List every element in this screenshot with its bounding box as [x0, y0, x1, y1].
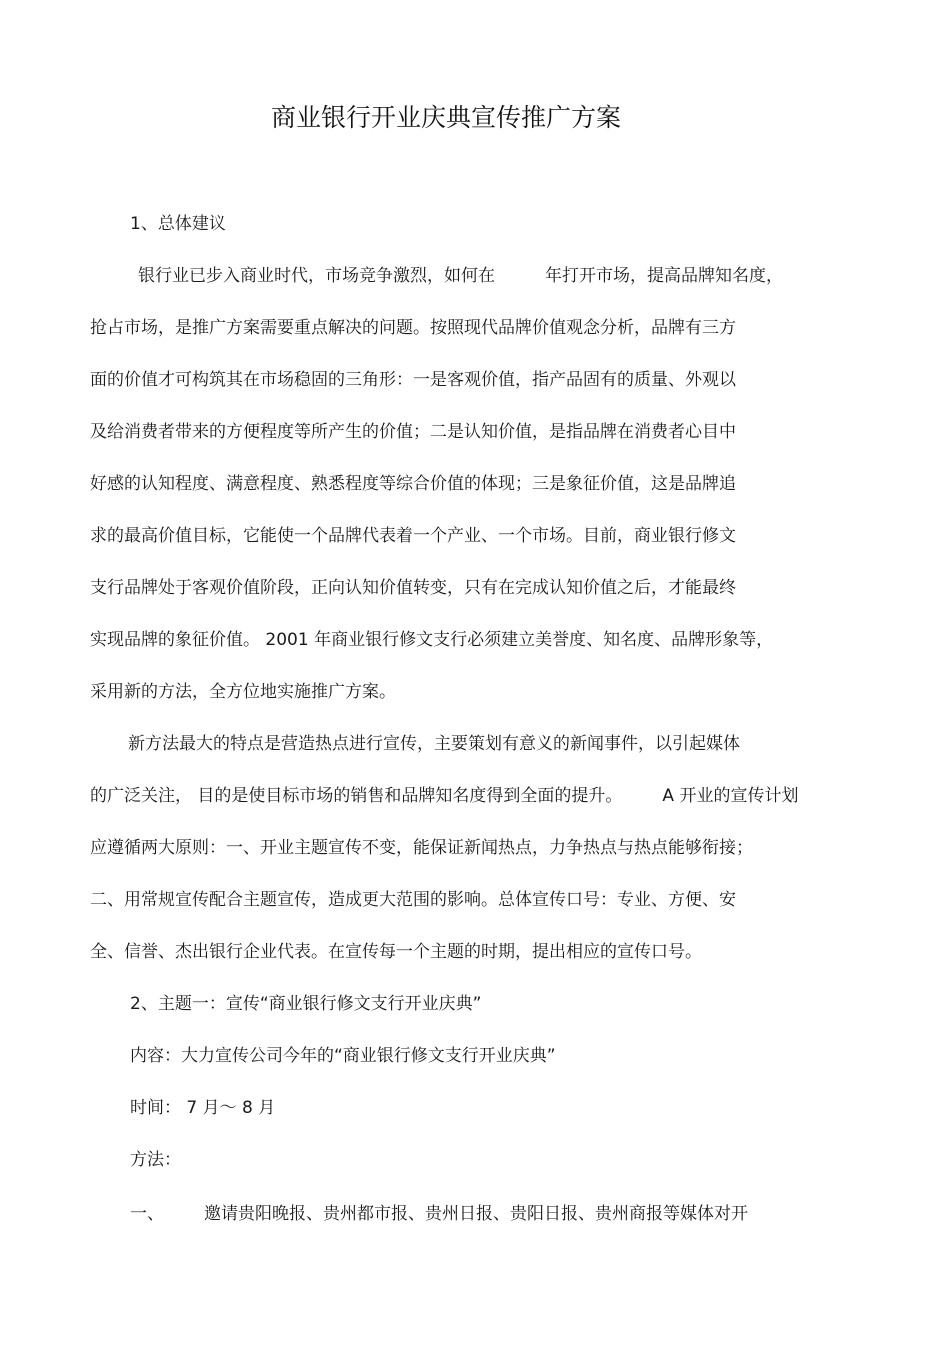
time-line: 时间： 7 月～ 8 月 — [130, 1098, 276, 1118]
list-item-number: 一、 — [130, 1204, 164, 1224]
paragraph-line: 的广泛关注， 目的是使目标市场的销售和品牌知名度得到全面的提升。 A 开业的宣传计划 — [90, 786, 799, 806]
section-1-heading: 1、总体建议 — [130, 214, 226, 234]
method-line: 方法： — [130, 1150, 181, 1170]
paragraph-line: 抢占市场，是推广方案需要重点解决的问题。按照现代品牌价值观念分析，品牌有三方 — [90, 318, 736, 338]
document-title: 商业银行开业庆典宣传推广方案 — [270, 103, 621, 132]
paragraph-line: 好感的认知程度、满意程度、熟悉程度等综合价值的体现；三是象征价值，这是品牌追 — [90, 474, 736, 494]
paragraph-line: 应遵循两大原则：一、开业主题宣传不变，能保证新闻热点，力争热点与热点能够衔接； — [90, 838, 753, 858]
paragraph-line: 及给消费者带来的方便程度等所产生的价值；二是认知价值，是指品牌在消费者心目中 — [90, 422, 736, 442]
paragraph-line: 全、信誉、杰出银行企业代表。在宣传每一个主题的时期，提出相应的宣传口号。 — [90, 942, 702, 962]
paragraph-line: 求的最高价值目标，它能使一个品牌代表着一个产业、一个市场。目前，商业银行修文 — [90, 526, 736, 546]
paragraph-line: 实现品牌的象征价值。 2001 年商业银行修文支行必须建立美誉度、知名度、品牌形象等， — [90, 630, 774, 650]
section-2-heading: 2、主题一：宣传“商业银行修文支行开业庆典” — [130, 994, 482, 1014]
paragraph-line: 新方法最大的特点是营造热点进行宣传，主要策划有意义的新闻事件，以引起媒体 — [128, 734, 740, 754]
content-line: 内容：大力宣传公司今年的“商业银行修文支行开业庆典” — [130, 1046, 556, 1066]
paragraph-line: 支行品牌处于客观价值阶段，正向认知价值转变，只有在完成认知价值之后，才能最终 — [90, 578, 736, 598]
list-item-text: 邀请贵阳晚报、贵州都市报、贵州日报、贵阳日报、贵州商报等媒体对开 — [204, 1204, 748, 1224]
paragraph-line: 采用新的方法，全方位地实施推广方案。 — [90, 682, 396, 702]
paragraph-line: 二、用常规宣传配合主题宣传，造成更大范围的影响。总体宣传口号：专业、方便、安 — [90, 890, 736, 910]
paragraph-line: 银行业已步入商业时代，市场竞争激烈，如何在 年打开市场，提高品牌知名度， — [138, 266, 783, 286]
paragraph-line: 面的价值才可构筑其在市场稳固的三角形：一是客观价值，指产品固有的质量、外观以 — [90, 370, 736, 390]
